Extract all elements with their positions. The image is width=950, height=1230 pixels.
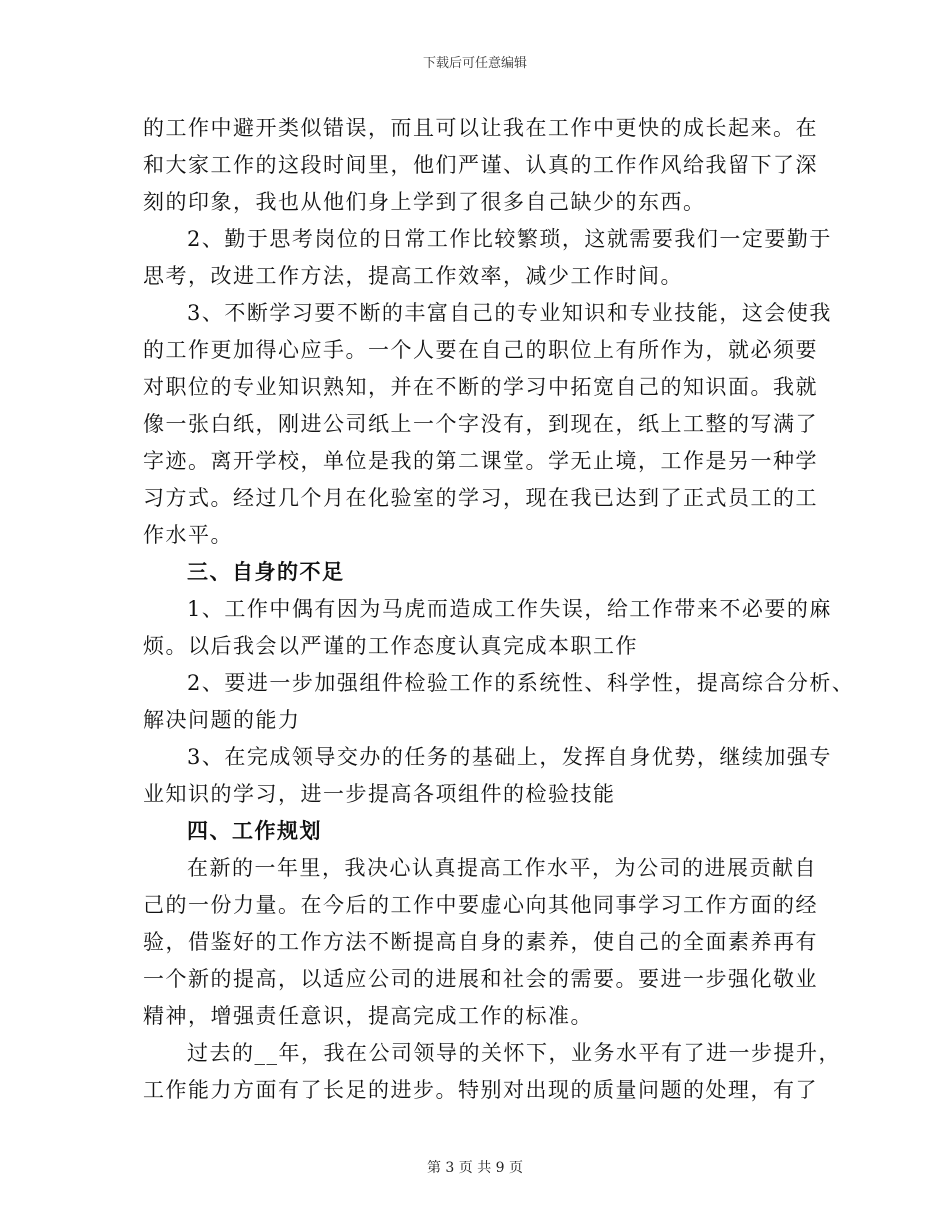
paragraph-line: 3、不断学习要不断的丰富自己的专业知识和专业技能，这会使我 (187, 301, 832, 325)
paragraph-line: 思考，改进工作方法，提高工作效率，减少工作时间。 (143, 264, 683, 288)
paragraph-line: 2、勤于思考岗位的日常工作比较繁琐，这就需要我们一定要勤于 (187, 227, 832, 251)
paragraph-line: 字迹。离开学校，单位是我的第二课堂。学无止境，工作是另一种学 (143, 449, 818, 473)
paragraph-line: 烦。以后我会以严谨的工作态度认真完成本职工作 (143, 634, 638, 658)
paragraph-line: 一个新的提高，以适应公司的进展和社会的需要。要进一步强化敬业 (143, 967, 818, 991)
section-heading: 三、自身的不足 (187, 559, 345, 584)
page-header: 下载后可任意编辑 (422, 56, 527, 71)
paragraph-line: 的工作更加得心应手。一个人要在自己的职位上有所作为，就必须要 (143, 338, 818, 362)
paragraph-line: 业知识的学习，进一步提高各项组件的检验技能 (143, 782, 616, 806)
paragraph-line: 验，借鉴好的工作方法不断提高自身的素养，使自己的全面素养再有 (143, 930, 818, 954)
paragraph-line: 的工作中避开类似错误，而且可以让我在工作中更快的成长起来。在 (143, 116, 818, 140)
paragraph-line: 在新的一年里，我决心认真提高工作水平，为公司的进展贡献自 (187, 856, 817, 880)
section-heading: 四、工作规划 (187, 818, 322, 843)
paragraph-line: 过去的__年，我在公司领导的关怀下，业务水平有了进一步提升， (187, 1041, 841, 1065)
paragraph-line: 精神，增强责任意识，提高完成工作的标准。 (143, 1004, 593, 1028)
paragraph-line: 习方式。经过几个月在化验室的学习，现在我已达到了正式员工的工 (143, 486, 818, 510)
paragraph-line: 作水平。 (143, 523, 233, 547)
paragraph-line: 解决问题的能力 (143, 708, 301, 732)
paragraph-line: 2、要进一步加强组件检验工作的系统性、科学性，提高综合分析、 (187, 671, 855, 695)
paragraph-line: 刻的印象，我也从他们身上学到了很多自己缺少的东西。 (143, 190, 706, 214)
paragraph-line: 1、工作中偶有因为马虎而造成工作失误，给工作带来不必要的麻 (187, 597, 832, 621)
paragraph-line: 己的一份力量。在今后的工作中要虚心向其他同事学习工作方面的经 (143, 893, 818, 917)
paragraph-line: 和大家工作的这段时间里，他们严谨、认真的工作作风给我留下了深 (143, 153, 818, 177)
page-footer: 第 3 页 共 9 页 (426, 1160, 524, 1176)
paragraph-line: 3、在完成领导交办的任务的基础上，发挥自身优势，继续加强专 (187, 745, 832, 769)
paragraph-line: 像一张白纸，刚进公司纸上一个字没有，到现在，纸上工整的写满了 (143, 412, 818, 436)
paragraph-line: 工作能力方面有了长足的进步。特别对出现的质量问题的处理，有了 (143, 1078, 818, 1102)
paragraph-line: 对职位的专业知识熟知，并在不断的学习中拓宽自己的知识面。我就 (143, 375, 818, 399)
